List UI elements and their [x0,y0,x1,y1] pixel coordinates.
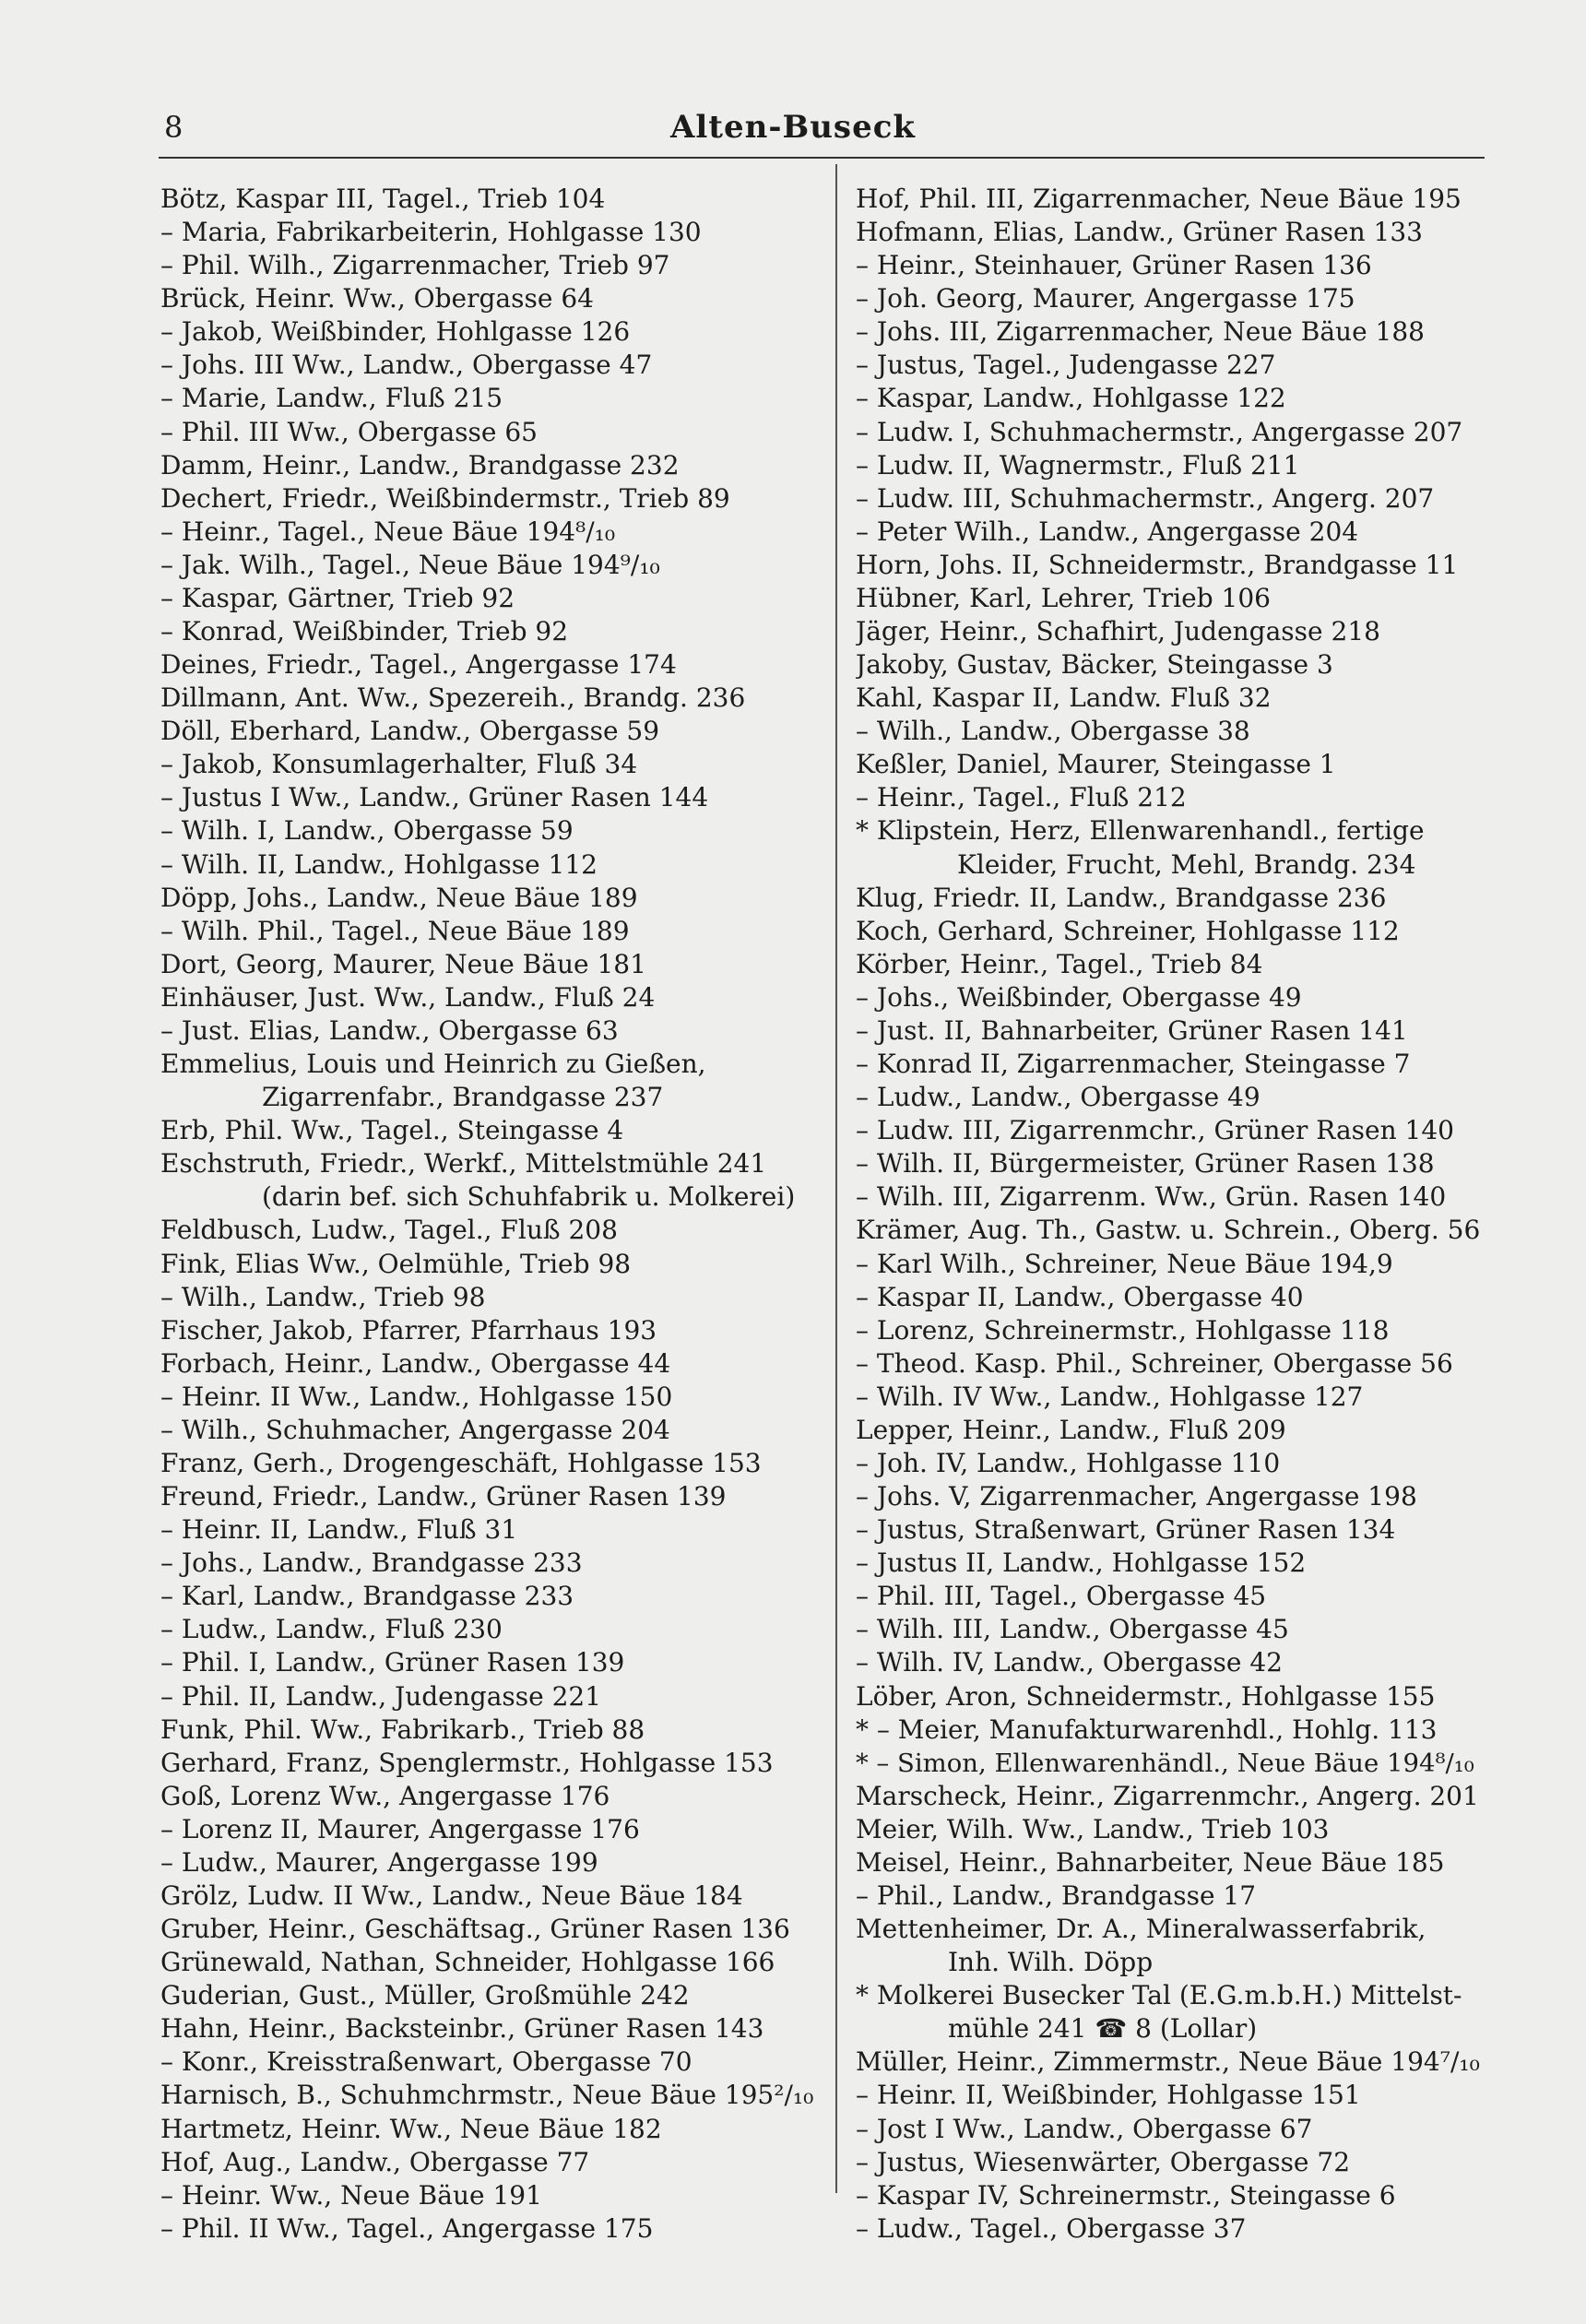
directory-entry: mühle 241 ☎ 8 (Lollar) [948,2013,1258,2045]
directory-entry: Jäger, Heinr., Schafhirt, Judengasse 218 [856,616,1380,647]
directory-entry: Brück, Heinr. Ww., Obergasse 64 [160,283,594,314]
directory-entry: Einhäuser, Just. Ww., Landw., Fluß 24 [160,981,656,1013]
directory-entry: – Ludw., Landw., Fluß 230 [160,1614,503,1645]
running-head: Alten-Buseck [670,109,916,146]
directory-entry: Lepper, Heinr., Landw., Fluß 209 [856,1414,1286,1445]
directory-entry: Krämer, Aug. Th., Gastw. u. Schrein., Oberg. 56 [856,1215,1481,1246]
directory-entry: – Lorenz, Schreinermstr., Hohlgasse 118 [856,1314,1390,1346]
directory-entry: – Johs. III Ww., Landw., Obergasse 47 [160,350,653,381]
directory-entry: – Johs., Landw., Brandgasse 233 [160,1547,583,1579]
directory-entry: – Phil. II, Landw., Judengasse 221 [160,1680,602,1712]
directory-entry: Kleider, Frucht, Mehl, Brandg. 234 [957,848,1416,880]
directory-entry: – Just. Elias, Landw., Obergasse 63 [160,1014,619,1046]
directory-entry: Emmelius, Louis und Heinrich zu Gießen, [160,1049,706,1080]
directory-entry: Meisel, Heinr., Bahnarbeiter, Neue Bäue 185 [856,1846,1445,1878]
directory-entry: * – Meier, Manufakturwarenhdl., Hohlg. 113 [856,1713,1438,1745]
directory-entry: – Karl Wilh., Schreiner, Neue Bäue 194,9 [856,1248,1393,1279]
directory-entry: Dechert, Friedr., Weißbindermstr., Trieb 89 [160,482,730,514]
directory-entry: – Phil. III Ww., Obergasse 65 [160,416,538,447]
directory-entry: Koch, Gerhard, Schreiner, Hohlgasse 112 [856,915,1400,946]
directory-entry: – Wilh. II, Bürgermeister, Grüner Rasen 138 [856,1148,1435,1180]
directory-entry: Marscheck, Heinr., Zigarrenmchr., Angerg. 201 [856,1780,1479,1811]
directory-entry: Feldbusch, Ludw., Tagel., Fluß 208 [160,1215,618,1246]
directory-entry: Dillmann, Ant. Ww., Spezereih., Brandg. 236 [160,682,746,714]
directory-entry: – Wilh. IV, Landw., Obergasse 42 [856,1647,1283,1678]
directory-entry: – Kaspar IV, Schreinermstr., Steingasse 6 [856,2179,1396,2211]
directory-entry: Mettenheimer, Dr. A., Mineralwasserfabrik, [856,1914,1426,1945]
directory-entry: – Jost I Ww., Landw., Obergasse 67 [856,2113,1313,2144]
directory-entry: Dort, Georg, Maurer, Neue Bäue 181 [160,948,646,979]
directory-entry: * – Simon, Ellenwarenhändl., Neue Bäue 194⁸/₁₀ [856,1748,1474,1778]
directory-entry: – Wilh. Phil., Tagel., Neue Bäue 189 [160,915,630,946]
directory-entry: – Justus I Ww., Landw., Grüner Rasen 144 [160,782,709,813]
directory-entry: – Ludw. III, Schuhmachermstr., Angerg. 207 [856,482,1435,514]
directory-entry: – Theod. Kasp. Phil., Schreiner, Obergasse 56 [856,1347,1453,1379]
directory-entry: – Konrad, Weißbinder, Trieb 92 [160,616,569,647]
page-number: 8 [164,110,183,145]
directory-entry: – Phil., Landw., Brandgasse 17 [856,1879,1257,1911]
directory-entry: – Karl, Landw., Brandgasse 233 [160,1581,574,1612]
directory-entry: – Johs. III, Zigarrenmacher, Neue Bäue 188 [856,316,1425,348]
directory-entry: – Heinr., Tagel., Neue Bäue 194⁸/₁₀ [160,516,616,547]
directory-entry: Gruber, Heinr., Geschäftsag., Grüner Rasen 136 [160,1914,790,1945]
column-divider [835,164,837,2193]
directory-entry: – Kaspar II, Landw., Obergasse 40 [856,1281,1304,1312]
directory-entry: – Justus, Wiesenwärter, Obergasse 72 [856,2146,1351,2177]
directory-entry: Forbach, Heinr., Landw., Obergasse 44 [160,1347,671,1379]
directory-entry: – Konrad II, Zigarrenmacher, Steingasse 7 [856,1049,1411,1080]
directory-entry: Eschstruth, Friedr., Werkf., Mittelstmühle 241 [160,1148,767,1180]
header-rule [159,157,1485,159]
directory-entry: Hübner, Karl, Lehrer, Trieb 106 [856,582,1271,613]
directory-entry: – Ludw., Landw., Obergasse 49 [856,1082,1261,1113]
directory-entry: – Heinr. II, Weißbinder, Hohlgasse 151 [856,2080,1361,2111]
left-column [160,183,821,2246]
directory-entry: – Justus, Straßenwart, Grüner Rasen 134 [856,1514,1396,1546]
directory-entry: – Heinr. Ww., Neue Bäue 191 [160,2179,542,2211]
directory-entry: (darin bef. sich Schuhfabrik u. Molkerei) [262,1181,796,1213]
directory-entry: – Justus II, Landw., Hohlgasse 152 [856,1547,1307,1579]
directory-entry: – Phil. III, Tagel., Obergasse 45 [856,1581,1267,1612]
directory-entry: Löber, Aron, Schneidermstr., Hohlgasse 155 [856,1680,1436,1712]
directory-entry: Fischer, Jakob, Pfarrer, Pfarrhaus 193 [160,1314,657,1346]
directory-entry: Deines, Friedr., Tagel., Angergasse 174 [160,649,677,681]
directory-entry: – Wilh. IV Ww., Landw., Hohlgasse 127 [856,1381,1364,1412]
directory-entry: Goß, Lorenz Ww., Angergasse 176 [160,1780,610,1811]
right-column [856,183,1483,2246]
directory-entry: Franz, Gerh., Drogengeschäft, Hohlgasse 153 [160,1447,762,1478]
directory-entry: Döll, Eberhard, Landw., Obergasse 59 [160,716,660,747]
directory-entry: – Wilh., Landw., Obergasse 38 [856,716,1250,747]
directory-entry: Hartmetz, Heinr. Ww., Neue Bäue 182 [160,2113,662,2144]
directory-entry: – Kaspar, Landw., Hohlgasse 122 [856,383,1286,414]
directory-entry: Gerhard, Franz, Spenglermstr., Hohlgasse 153 [160,1747,774,1778]
directory-entry: Körber, Heinr., Tagel., Trieb 84 [856,948,1263,979]
directory-entry: Horn, Johs. II, Schneidermstr., Brandgasse 11 [856,549,1459,580]
directory-entry: – Heinr., Tagel., Fluß 212 [856,782,1187,813]
directory-entry: Bötz, Kaspar III, Tagel., Trieb 104 [160,184,606,214]
directory-entry: Jakoby, Gustav, Bäcker, Steingasse 3 [856,649,1333,681]
directory-entry: – Kaspar, Gärtner, Trieb 92 [160,582,515,613]
directory-entry: Harnisch, B., Schuhmchrmstr., Neue Bäue 195²/₁₀ [160,2080,814,2111]
directory-entry: – Phil. I, Landw., Grüner Rasen 139 [160,1647,625,1678]
directory-entry: Hof, Aug., Landw., Obergasse 77 [160,2146,590,2177]
directory-entry: Erb, Phil. Ww., Tagel., Steingasse 4 [160,1115,624,1146]
directory-entry: * Klipstein, Herz, Ellenwarenhandl., fertige [856,815,1425,847]
directory-entry: – Konr., Kreisstraßenwart, Obergasse 70 [160,2046,692,2078]
directory-entry: – Jakob, Konsumlagerhalter, Fluß 34 [160,749,638,780]
directory-entry: – Wilh. II, Landw., Hohlgasse 112 [160,848,598,880]
directory-entry: – Ludw., Maurer, Angergasse 199 [160,1846,598,1878]
directory-entry: – Phil. II Ww., Tagel., Angergasse 175 [160,2212,654,2244]
directory-entry: Hahn, Heinr., Backsteinbr., Grüner Rasen 143 [160,2013,764,2045]
directory-entry: Klug, Friedr. II, Landw., Brandgasse 236 [856,882,1387,913]
directory-entry: – Jak. Wilh., Tagel., Neue Bäue 194⁹/₁₀ [160,549,660,580]
directory-entry: – Phil. Wilh., Zigarrenmacher, Trieb 97 [160,250,670,281]
directory-entry: Fink, Elias Ww., Oelmühle, Trieb 98 [160,1248,632,1279]
directory-entry: * Molkerei Busecker Tal (E.G.m.b.H.) Mittelst- [856,1980,1462,2011]
directory-entry: – Wilh., Landw., Trieb 98 [160,1281,486,1312]
directory-entry: Müller, Heinr., Zimmermstr., Neue Bäue 194⁷/₁₀ [856,2046,1480,2078]
directory-entry: – Justus, Tagel., Judengasse 227 [856,350,1276,381]
directory-entry: – Ludw. III, Zigarrenmchr., Grüner Rasen 140 [856,1115,1454,1146]
directory-entry: – Joh. Georg, Maurer, Angergasse 175 [856,283,1355,314]
directory-entry: – Heinr. II Ww., Landw., Hohlgasse 150 [160,1381,673,1412]
directory-entry: – Peter Wilh., Landw., Angergasse 204 [856,516,1359,547]
directory-entry: Grünewald, Nathan, Schneider, Hohlgasse 166 [160,1947,775,1978]
directory-entry: – Maria, Fabrikarbeiterin, Hohlgasse 130 [160,217,702,248]
directory-entry: Hofmann, Elias, Landw., Grüner Rasen 133 [856,217,1423,248]
directory-entry: – Jakob, Weißbinder, Hohlgasse 126 [160,316,631,348]
directory-entry: Guderian, Gust., Müller, Großmühle 242 [160,1980,690,2011]
directory-entry: – Heinr. II, Landw., Fluß 31 [160,1514,518,1546]
directory-entry: Döpp, Johs., Landw., Neue Bäue 189 [160,882,638,913]
directory-entry: – Wilh., Schuhmacher, Angergasse 204 [160,1414,670,1445]
directory-entry: Zigarrenfabr., Brandgasse 237 [262,1082,664,1113]
directory-entry: – Joh. IV, Landw., Hohlgasse 110 [856,1447,1281,1478]
directory-entry: Grölz, Ludw. II Ww., Landw., Neue Bäue 184 [160,1879,743,1911]
directory-entry: – Wilh. III, Zigarrenm. Ww., Grün. Rasen 140 [856,1181,1447,1213]
directory-entry: Keßler, Daniel, Maurer, Steingasse 1 [856,749,1336,780]
directory-entry: – Johs., Weißbinder, Obergasse 49 [856,981,1302,1013]
directory-entry: – Marie, Landw., Fluß 215 [160,383,503,414]
directory-entry: – Ludw. I, Schuhmachermstr., Angergasse 207 [856,416,1463,447]
directory-entry: – Ludw., Tagel., Obergasse 37 [856,2212,1247,2244]
directory-entry: – Wilh. I, Landw., Obergasse 59 [160,815,574,847]
directory-entry: – Ludw. II, Wagnermstr., Fluß 211 [856,449,1300,480]
directory-entry: – Johs. V, Zigarrenmacher, Angergasse 198 [856,1481,1417,1512]
directory-entry: – Lorenz II, Maurer, Angergasse 176 [160,1813,640,1844]
directory-entry: Kahl, Kaspar II, Landw. Fluß 32 [856,682,1272,714]
directory-entry: – Wilh. III, Landw., Obergasse 45 [856,1614,1289,1645]
directory-entry: Inh. Wilh. Döpp [948,1947,1154,1978]
directory-entry: Meier, Wilh. Ww., Landw., Trieb 103 [856,1813,1330,1844]
directory-entry: Hof, Phil. III, Zigarrenmacher, Neue Bäue 195 [856,184,1462,214]
directory-entry: – Heinr., Steinhauer, Grüner Rasen 136 [856,250,1372,281]
directory-entry: Freund, Friedr., Landw., Grüner Rasen 139 [160,1481,727,1512]
directory-entry: – Just. II, Bahnarbeiter, Grüner Rasen 141 [856,1014,1408,1046]
directory-entry: Funk, Phil. Ww., Fabrikarb., Trieb 88 [160,1713,645,1745]
directory-entry: Damm, Heinr., Landw., Brandgasse 232 [160,449,680,480]
